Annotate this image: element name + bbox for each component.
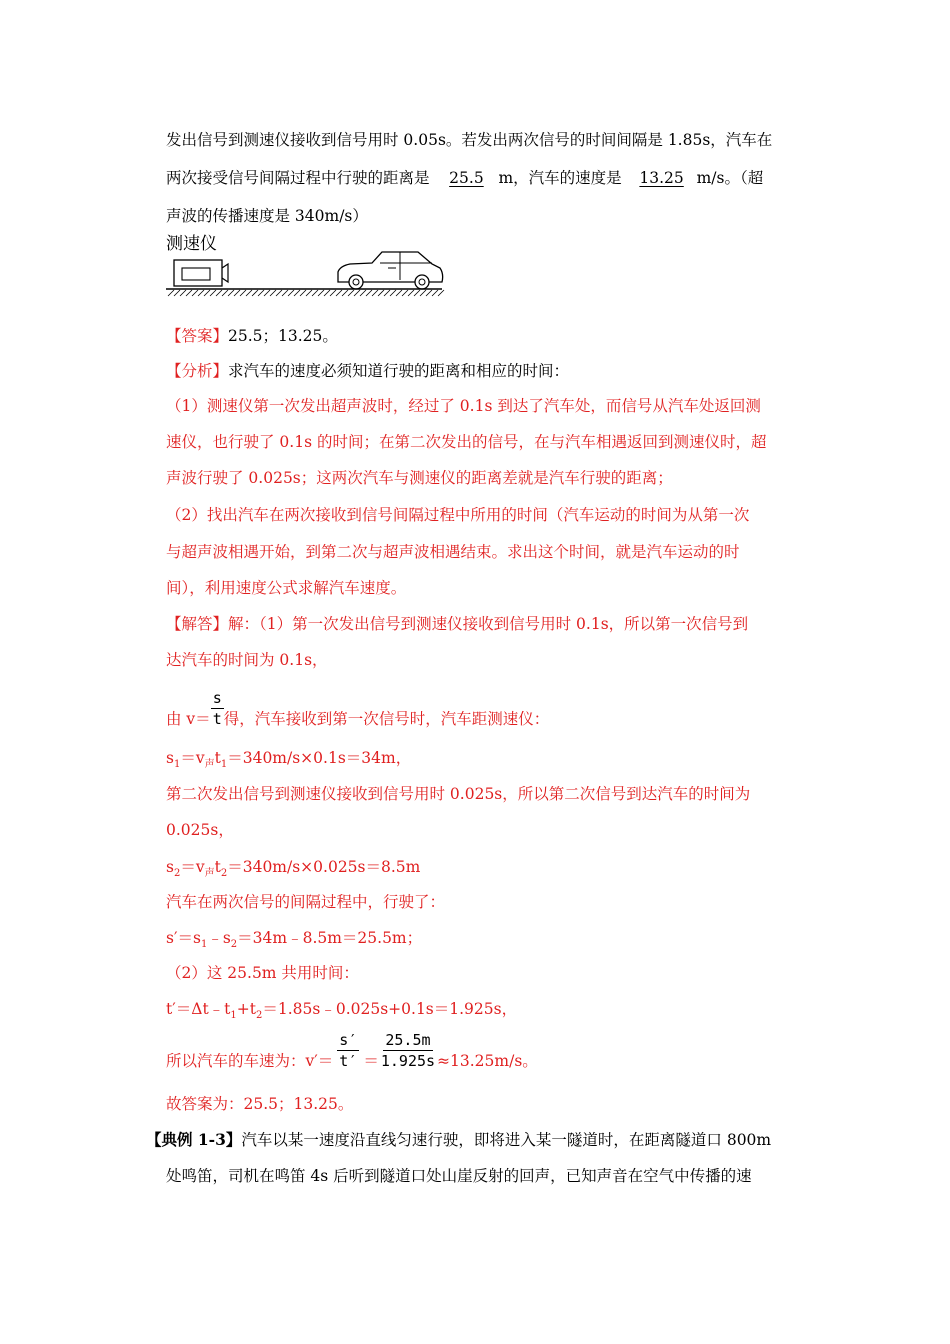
formula-v-suffix: 得，汽车接收到第一次信号时，汽车距测速仪： xyxy=(223,710,550,728)
ground-hatch xyxy=(354,290,360,296)
solution-line-6: 0.025s， xyxy=(166,821,234,839)
eq1-mid: ＝v xyxy=(180,749,205,767)
speed-meter-label: 测速仪 xyxy=(166,234,217,253)
speed-prefix: 所以汽车的车速为：v′＝ xyxy=(166,1052,334,1070)
ground-hatch xyxy=(390,290,396,296)
fraction-sprime-numerator: s′ xyxy=(339,1031,358,1049)
ground-hatch xyxy=(276,290,282,296)
speed-equals: ＝ xyxy=(363,1052,379,1070)
ground-hatch xyxy=(228,290,234,296)
ground-hatch xyxy=(264,290,270,296)
eq1-s: s xyxy=(166,749,174,767)
eq1-t-sub: 1 xyxy=(220,759,228,771)
ground-hatch xyxy=(168,290,174,296)
ground-hatch xyxy=(372,290,378,296)
ground-hatch xyxy=(210,290,216,296)
solution-line-10: （2）这 25.5m 共用时间： xyxy=(166,964,359,982)
eq4-rest: ＝1.85s﹣0.025s+0.1s＝1.925s， xyxy=(262,1000,518,1018)
eq3-a-sub: 1 xyxy=(200,939,208,951)
ground-hatch xyxy=(324,290,330,296)
solution-eq-time xyxy=(166,997,517,1021)
ground-hatch xyxy=(300,290,306,296)
eq2-t-sub: 2 xyxy=(220,868,228,880)
fraction-s-over-t-numerator: s xyxy=(212,689,222,707)
ground-hatch xyxy=(384,290,390,296)
ground-hatch xyxy=(186,290,192,296)
answer-text: 25.5；13.25。 xyxy=(228,327,338,345)
analysis-intro: 求汽车的速度必须知道行驶的距离和相应的时间： xyxy=(228,362,570,380)
solution-eq-distance xyxy=(166,926,422,950)
analysis-p2-line-2: 与超声波相遇开始，到第二次与超声波相遇结束。求出这个时间，就是汽车运动的时 xyxy=(166,543,740,561)
ground-hatch xyxy=(294,290,300,296)
eq2-v-sub: 声 xyxy=(204,868,215,880)
eq1-v-sub: 声 xyxy=(204,759,215,771)
example-tag: 【典例 1-3】 xyxy=(146,1130,242,1149)
analysis-intro-line xyxy=(166,359,569,381)
problem-line-2-mid: m，汽车的速度是 xyxy=(498,169,627,187)
answer-blank-distance: 25.5 xyxy=(449,169,484,187)
eq2-s: s xyxy=(166,858,174,876)
fraction-s-over-t-denominator: t xyxy=(212,710,222,728)
eq2-mid: ＝v xyxy=(180,858,205,876)
ground-hatch xyxy=(216,290,222,296)
ground-hatch xyxy=(432,290,438,296)
ground-hatch xyxy=(282,290,288,296)
analysis-p1-line-1: （1）测速仪第一次发出超声波时，经过了 0.1s 到达了汽车处，而信号从汽车处返回测 xyxy=(166,397,761,415)
ground-hatch xyxy=(234,290,240,296)
ground-hatch xyxy=(408,290,414,296)
ground-line xyxy=(166,289,444,296)
ground-hatch xyxy=(240,290,246,296)
eq3-b-sub: 2 xyxy=(230,939,238,951)
eq4-b: +t xyxy=(236,1000,256,1018)
ground-hatch xyxy=(252,290,258,296)
solution-line-5: 第二次发出信号到测速仪接收到信号用时 0.025s，所以第二次信号到达汽车的时间为 xyxy=(166,785,751,803)
solution-eq-s2 xyxy=(166,855,420,879)
analysis-p2-line-1: （2）找出汽车在两次接收到信号间隔过程中所用的时间（汽车运动的时间为从第一次 xyxy=(166,506,750,524)
speed-result: ≈13.25m/s。 xyxy=(437,1052,538,1070)
ground-hatch xyxy=(258,290,264,296)
eq3-b: ﹣s xyxy=(207,929,231,947)
ground-hatch xyxy=(222,290,228,296)
ground-hatch xyxy=(378,290,384,296)
problem-line-3: 声波的传播速度是 340m/s） xyxy=(166,207,368,225)
ground-hatch xyxy=(336,290,342,296)
analysis-tag: 【分析】 xyxy=(166,362,229,380)
ground-hatch xyxy=(270,290,276,296)
answer-line xyxy=(166,324,338,346)
ground-hatch xyxy=(414,290,420,296)
ground-hatch xyxy=(288,290,294,296)
ground-hatch xyxy=(306,290,312,296)
ground-hatch xyxy=(348,290,354,296)
example-line-1 xyxy=(146,1128,771,1150)
ground-hatch xyxy=(198,290,204,296)
ground-hatch xyxy=(396,290,402,296)
fraction-sprime-over-tprime xyxy=(337,1030,359,1071)
eq4-a: t′＝Δt﹣t xyxy=(166,1000,231,1018)
eq2-rest: ＝340m/s×0.025s＝8.5m xyxy=(227,858,421,876)
problem-line-2-post: m/s。（超 xyxy=(696,169,764,187)
fraction-numeric xyxy=(379,1030,437,1071)
example-line-2: 处鸣笛，司机在鸣笛 4s 后听到隧道口处山崖反射的回声，已知声音在空气中传播的速 xyxy=(166,1167,752,1185)
ground-hatch xyxy=(360,290,366,296)
ground-hatch xyxy=(312,290,318,296)
fraction-tprime-denominator: t′ xyxy=(339,1052,358,1070)
eq1-rest: ＝340m/s×0.1s＝34m， xyxy=(227,749,412,767)
fraction-s-over-t xyxy=(211,688,224,729)
problem-line-2 xyxy=(166,166,763,188)
solution-line-12 xyxy=(166,1030,538,1071)
solution-line-2: 达汽车的时间为 0.1s， xyxy=(166,651,328,669)
analysis-p1-line-3: 声波行驶了 0.025s；这两次汽车与测速仪的距离差就是汽车行驶的距离； xyxy=(166,469,673,487)
solution-final-answer: 故答案为：25.5；13.25。 xyxy=(166,1095,354,1113)
ground-hatch xyxy=(366,290,372,296)
ground-hatch xyxy=(246,290,252,296)
ground-hatch xyxy=(192,290,198,296)
analysis-p2-line-3: 间），利用速度公式求解汽车速度。 xyxy=(166,579,407,597)
speed-meter-device xyxy=(174,260,228,286)
problem-line-1: 发出信号到测速仪接收到信号用时 0.05s。若发出两次信号的时间间隔是 1.85s，汽车在 xyxy=(166,131,773,149)
eq3-rest: ＝34m﹣8.5m＝25.5m； xyxy=(237,929,423,947)
analysis-p1-line-2: 速仪，也行驶了 0.1s 的时间；在第二次发出的信号，在与汽车相遇返回到测速仪时，超 xyxy=(166,433,767,451)
car-icon xyxy=(338,252,443,289)
ground-hatch xyxy=(204,290,210,296)
speed-meter-diagram xyxy=(160,230,450,302)
ground-hatch xyxy=(318,290,324,296)
answer-tag: 【答案】 xyxy=(166,327,229,345)
solution-line-1 xyxy=(166,612,748,634)
answer-blank-speed: 13.25 xyxy=(639,169,684,187)
solution-tag: 【解答】 xyxy=(166,615,229,633)
ground-hatch xyxy=(426,290,432,296)
fraction-numeric-numerator: 25.5m xyxy=(385,1031,431,1049)
solution-text-1: 解：（1）第一次发出信号到测速仪接收到信号用时 0.1s，所以第一次信号到 xyxy=(228,615,749,633)
eq2-t: t xyxy=(214,858,221,876)
formula-v-prefix: 由 v＝ xyxy=(166,710,211,728)
eq1-t: t xyxy=(214,749,221,767)
eq2-s-sub: 2 xyxy=(173,868,181,880)
eq4-b-sub: 2 xyxy=(256,1010,263,1022)
ground-hatch xyxy=(420,290,426,296)
ground-hatch xyxy=(342,290,348,296)
example-text-1: 汽车以某一速度沿直线匀速行驶，即将进入某一隧道时，在距离隧道口 800m xyxy=(241,1131,772,1149)
solution-line-3 xyxy=(166,688,549,729)
eq3-a: s′＝s xyxy=(166,929,201,947)
ground-hatch xyxy=(438,290,444,296)
ground-hatch xyxy=(402,290,408,296)
solution-eq-s1 xyxy=(166,746,411,770)
problem-line-2-pre: 两次接受信号间隔过程中行驶的距离是 xyxy=(166,169,435,187)
fraction-numeric-denominator: 1.925s xyxy=(380,1052,436,1070)
eq1-s-sub: 1 xyxy=(173,759,181,771)
solution-line-8: 汽车在两次信号的间隔过程中，行驶了： xyxy=(166,893,446,911)
eq4-a-sub: 1 xyxy=(230,1010,237,1022)
ground-hatch xyxy=(180,290,186,296)
ground-hatch xyxy=(174,290,180,296)
ground-hatch xyxy=(330,290,336,296)
